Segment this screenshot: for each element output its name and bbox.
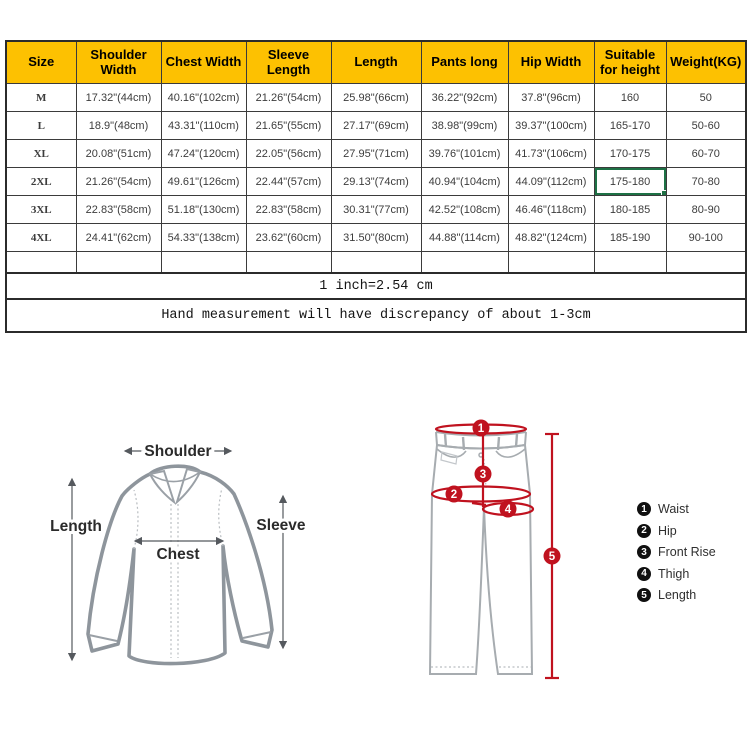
legend-label: Hip — [658, 523, 677, 538]
empty-cell — [76, 252, 161, 274]
value-cell: 43.31"(110cm) — [161, 112, 246, 140]
value-cell: 23.62"(60cm) — [246, 224, 331, 252]
column-header: Shoulder Width — [76, 41, 161, 84]
legend-item — [637, 567, 716, 581]
svg-text:4: 4 — [504, 504, 512, 516]
value-cell: 38.98"(99cm) — [421, 112, 508, 140]
svg-text:2: 2 — [450, 489, 458, 501]
empty-cell — [666, 252, 746, 274]
value-cell: 50 — [666, 84, 746, 112]
sleeve-label: Sleeve — [256, 517, 306, 534]
value-cell: 42.52"(108cm) — [421, 196, 508, 224]
value-cell: 21.26"(54cm) — [246, 84, 331, 112]
value-cell: 21.26"(54cm) — [76, 168, 161, 196]
length-label: Length — [50, 518, 102, 535]
value-cell: 27.17"(69cm) — [331, 112, 421, 140]
empty-cell — [161, 252, 246, 274]
legend-label: Thigh — [658, 566, 690, 581]
value-cell: 29.13"(74cm) — [331, 168, 421, 196]
size-chart-table — [5, 40, 747, 333]
value-cell: 170-175 — [594, 140, 666, 168]
size-cell: XL — [6, 140, 76, 168]
column-header: Chest Width — [161, 41, 246, 84]
legend-item — [637, 502, 716, 516]
svg-text:5: 5 — [548, 551, 556, 563]
value-cell: 30.31"(77cm) — [331, 196, 421, 224]
waistband-left-edge — [436, 432, 437, 445]
column-header: Pants long — [421, 41, 508, 84]
legend-item — [637, 545, 716, 559]
empty-cell — [331, 252, 421, 274]
value-cell: 22.83"(58cm) — [246, 196, 331, 224]
table-header-row — [6, 41, 746, 84]
legend-label: Front Rise — [658, 545, 716, 559]
value-cell: 48.82"(124cm) — [508, 224, 594, 252]
svg-text:3: 3 — [479, 469, 487, 481]
value-cell: 40.94"(104cm) — [421, 168, 508, 196]
shirt-measure-diagram — [38, 408, 344, 708]
table-row — [6, 140, 746, 168]
value-cell: 41.73"(106cm) — [508, 140, 594, 168]
hand-note-row — [6, 299, 746, 332]
size-cell: M — [6, 84, 76, 112]
legend-label: Waist — [658, 502, 689, 516]
value-cell: 50-60 — [666, 112, 746, 140]
value-cell: 44.88"(114cm) — [421, 224, 508, 252]
value-cell: 46.46"(118cm) — [508, 196, 594, 224]
value-cell: 20.08"(51cm) — [76, 140, 161, 168]
value-cell: 22.05"(56cm) — [246, 140, 331, 168]
column-header: Suitable for height — [594, 41, 666, 84]
legend-number-badge: 5 — [637, 588, 651, 602]
legend-item — [637, 588, 716, 602]
legend-item — [637, 524, 716, 538]
empty-cell — [508, 252, 594, 274]
value-cell: 51.18"(130cm) — [161, 196, 246, 224]
value-cell: 47.24"(120cm) — [161, 140, 246, 168]
chest-label: Chest — [156, 546, 200, 563]
inch-conversion-note: 1 inch=2.54 cm — [6, 273, 746, 299]
pants-legend — [637, 502, 716, 610]
value-cell: 22.83"(58cm) — [76, 196, 161, 224]
table-row — [6, 196, 746, 224]
empty-cell — [594, 252, 666, 274]
value-cell: 180-185 — [594, 196, 666, 224]
column-header: Hip Width — [508, 41, 594, 84]
legend-number-badge: 4 — [637, 567, 651, 581]
table-row — [6, 168, 746, 196]
value-cell: 60-70 — [666, 140, 746, 168]
value-cell: 25.98"(66cm) — [331, 84, 421, 112]
svg-text:1: 1 — [477, 423, 485, 435]
table-row — [6, 224, 746, 252]
column-header: Size — [6, 41, 76, 84]
empty-cell — [421, 252, 508, 274]
value-cell: 185-190 — [594, 224, 666, 252]
table-body — [6, 84, 746, 252]
value-cell: 49.61"(126cm) — [161, 168, 246, 196]
empty-row — [6, 252, 746, 274]
value-cell: 37.8"(96cm) — [508, 84, 594, 112]
value-cell: 31.50"(80cm) — [331, 224, 421, 252]
size-cell: L — [6, 112, 76, 140]
table-row — [6, 84, 746, 112]
inch-note-row — [6, 273, 746, 299]
size-cell: 2XL — [6, 168, 76, 196]
value-cell: 36.22"(92cm) — [421, 84, 508, 112]
empty-cell — [246, 252, 331, 274]
legend-number-badge: 3 — [637, 545, 651, 559]
column-header: Sleeve Length — [246, 41, 331, 84]
value-cell: 39.37"(100cm) — [508, 112, 594, 140]
value-cell: 44.09"(112cm) — [508, 168, 594, 196]
pants-measure-diagram — [424, 408, 572, 698]
column-header: Length — [331, 41, 421, 84]
measurement-discrepancy-note: Hand measurement will have discrepancy of about 1-3cm — [6, 299, 746, 332]
value-cell: 22.44"(57cm) — [246, 168, 331, 196]
value-cell: 90-100 — [666, 224, 746, 252]
size-cell: 3XL — [6, 196, 76, 224]
empty-cell — [6, 252, 76, 274]
value-cell: 70-80 — [666, 168, 746, 196]
value-cell: 165-170 — [594, 112, 666, 140]
value-cell: 27.95"(71cm) — [331, 140, 421, 168]
size-cell: 4XL — [6, 224, 76, 252]
value-cell: 160 — [594, 84, 666, 112]
selected-cell[interactable]: 175-180 — [594, 168, 666, 196]
shoulder-label: Shoulder — [144, 443, 212, 460]
value-cell: 21.65"(55cm) — [246, 112, 331, 140]
legend-number-badge: 1 — [637, 502, 651, 516]
value-cell: 40.16"(102cm) — [161, 84, 246, 112]
value-cell: 18.9"(48cm) — [76, 112, 161, 140]
table-row — [6, 112, 746, 140]
waistband-right-edge — [525, 432, 526, 445]
value-cell: 80-90 — [666, 196, 746, 224]
value-cell: 17.32"(44cm) — [76, 84, 161, 112]
legend-number-badge: 2 — [637, 524, 651, 538]
column-header: Weight(KG) — [666, 41, 746, 84]
value-cell: 54.33"(138cm) — [161, 224, 246, 252]
value-cell: 24.41"(62cm) — [76, 224, 161, 252]
legend-label: Length — [658, 588, 697, 602]
size-chart-section — [5, 40, 745, 333]
value-cell: 39.76"(101cm) — [421, 140, 508, 168]
